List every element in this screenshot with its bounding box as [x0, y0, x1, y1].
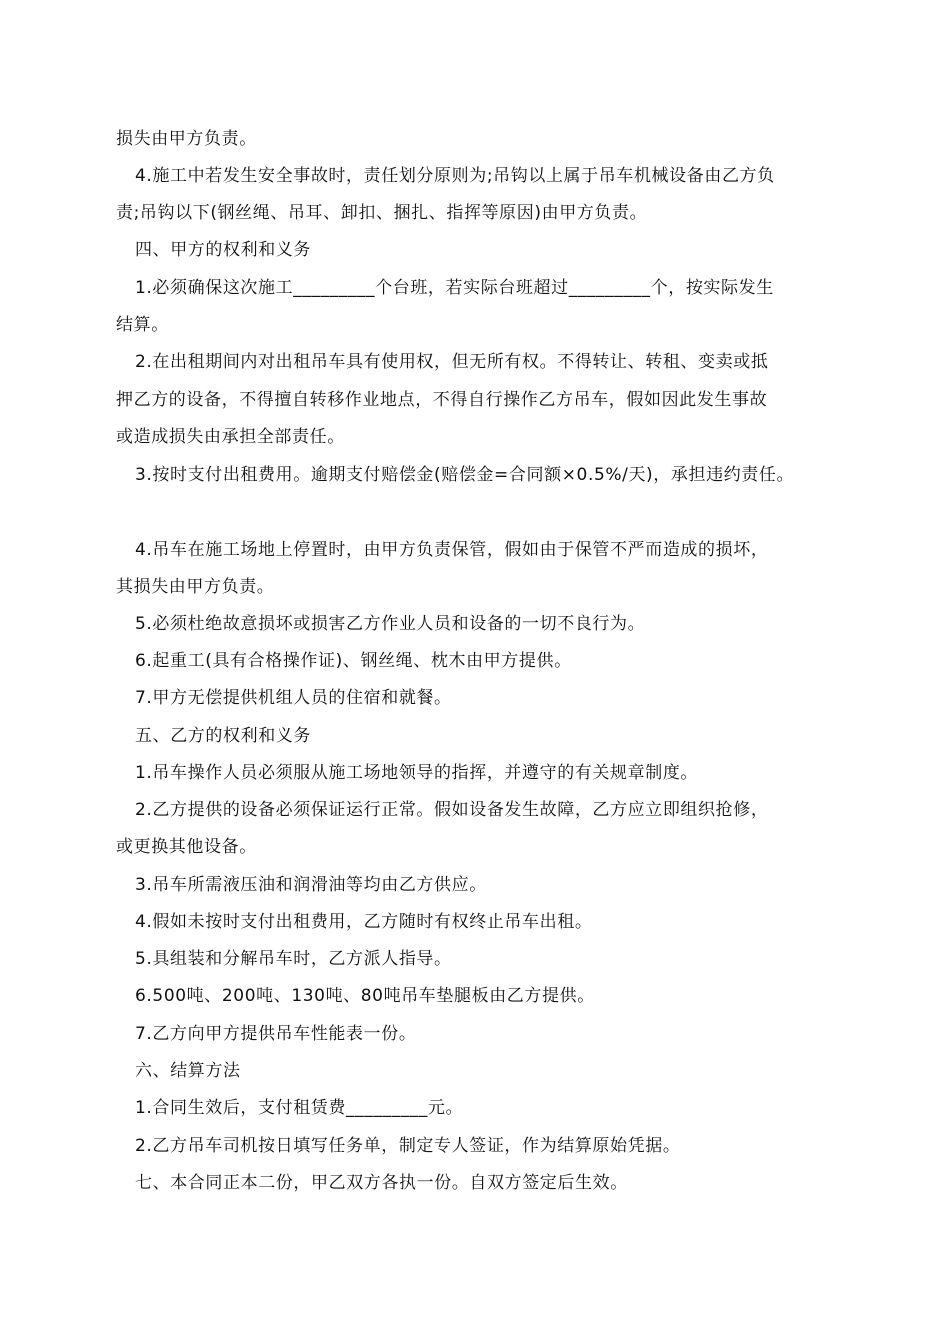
text-line: 2.在出租期间内对出租吊车具有使用权，但无所有权。不得转让、转租、变卖或抵	[135, 352, 769, 372]
text-line: 4.施工中若发生安全事故时，责任划分原则为;吊钩以上属于吊车机械设备由乙方负	[135, 166, 775, 186]
text-line: 7.乙方向甲方提供吊车性能表一份。	[135, 1024, 417, 1044]
text-line: 或更换其他设备。	[116, 837, 257, 857]
section-heading: 四、甲方的权利和义务	[135, 240, 311, 260]
text-line: 1.必须确保这次施工_________个台班，若实际台班超过_________个，按实际发生	[135, 278, 774, 298]
section-heading: 六、结算方法	[135, 1061, 241, 1081]
text-line: 6.起重工(具有合格操作证)、钢丝绳、枕木由甲方提供。	[135, 651, 572, 671]
text-line: 6.500吨、200吨、130吨、80吨吊车垫腿板由乙方提供。	[135, 986, 595, 1006]
text-line: 5.具组装和分解吊车时，乙方派人指导。	[135, 949, 452, 969]
text-line: 或造成损失由承担全部责任。	[116, 427, 345, 447]
text-line: 损失由甲方负责。	[116, 129, 257, 149]
text-line: 3.按时支付出租费用。逾期支付赔偿金(赔偿金=合同额×0.5%/天)，承担违约责任。	[135, 465, 795, 485]
text-line: 1.合同生效后，支付租赁费_________元。	[135, 1098, 464, 1118]
text-line: 1.吊车操作人员必须服从施工场地领导的指挥，并遵守的有关规章制度。	[135, 763, 699, 783]
text-line: 2.乙方提供的设备必须保证运行正常。假如设备发生故障，乙方应立即组织抢修，	[135, 800, 769, 820]
text-line: 2.乙方吊车司机按日填写任务单，制定专人签证，作为结算原始凭据。	[135, 1136, 681, 1156]
text-line: 4.吊车在施工场地上停置时，由甲方负责保管，假如由于保管不严而造成的损坏，	[135, 540, 769, 560]
text-line: 3.吊车所需液压油和润滑油等均由乙方供应。	[135, 875, 487, 895]
text-line: 其损失由甲方负责。	[116, 577, 275, 597]
text-line: 责;吊钩以下(钢丝绳、吊耳、卸扣、捆扎、指挥等原因)由甲方负责。	[116, 203, 648, 223]
text-line: 结算。	[116, 315, 169, 335]
text-line: 5.必须杜绝故意损坏或损害乙方作业人员和设备的一切不良行为。	[135, 614, 646, 634]
text-line: 押乙方的设备，不得擅自转移作业地点，不得自行操作乙方吊车，假如因此发生事故	[116, 390, 768, 410]
section-heading: 五、乙方的权利和义务	[135, 726, 311, 746]
text-line: 7.甲方无偿提供机组人员的住宿和就餐。	[135, 688, 452, 708]
section-heading: 七、本合同正本二份，甲乙双方各执一份。自双方签定后生效。	[135, 1173, 628, 1193]
text-line: 4.假如未按时支付出租费用，乙方随时有权终止吊车出租。	[135, 912, 593, 932]
